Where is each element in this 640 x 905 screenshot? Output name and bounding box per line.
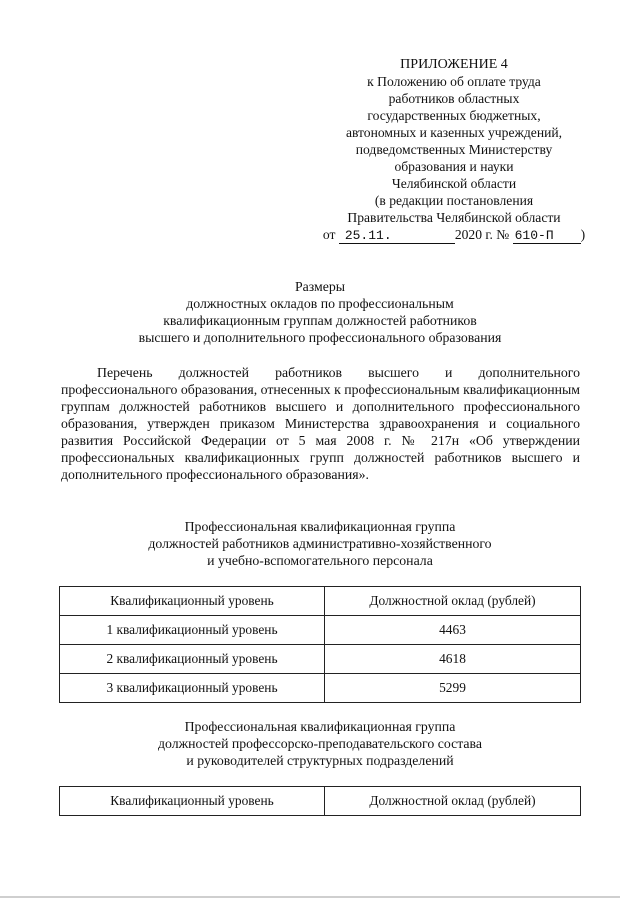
salary-cell: 4463 <box>325 616 581 645</box>
group2-heading <box>60 718 580 769</box>
group2-heading-line: и руководителей структурных подразделений <box>186 753 454 768</box>
header-level: Квалификационный уровень <box>60 787 325 816</box>
resolution-date-line <box>318 226 590 244</box>
group1-heading-line: Профессиональная квалификационная группа <box>184 519 456 534</box>
appendix-line: Правительства Челябинской области <box>347 210 561 225</box>
title-line: должностных окладов по профессиональным <box>186 296 454 311</box>
table-header-row <box>60 587 581 616</box>
appendix-block <box>318 56 590 244</box>
page-bottom-edge <box>0 896 620 898</box>
table-row <box>60 674 581 703</box>
group1-heading-line: и учебно-вспомогательного персонала <box>207 553 433 568</box>
intro-paragraph: Перечень должностей работников высшего и дополнительного профессионального образования, отнесенных к профессиональным квалификационным группам должностей работников высшего и дополнительного профессионального образования, утвержден приказом Министерства здравоохранения и социального развития Российской Федерации от 5 мая 2008 г. № 217н «Об утверждении профессиональных квалификационных групп должностей работников высшего и дополнительного профессионального образования». <box>61 365 580 482</box>
title-line: Размеры <box>294 279 346 294</box>
resolution-year-label: 2020 г. № <box>454 227 510 242</box>
level-cell: 2 квалификационный уровень <box>60 645 325 674</box>
header-level: Квалификационный уровень <box>60 587 325 616</box>
resolution-day-field: 25.11. <box>339 229 455 244</box>
group1-heading-line: должностей работников административно-хозяйственного <box>148 536 492 551</box>
header-salary: Должностной оклад (рублей) <box>325 587 581 616</box>
appendix-line: подведомственных Министерству <box>355 142 553 157</box>
document-title <box>60 278 580 346</box>
appendix-line: автономных и казенных учреждений, <box>345 125 563 140</box>
group1-salary-table <box>59 586 581 703</box>
appendix-line: образования и науки <box>394 159 514 174</box>
date-suffix: ) <box>580 227 586 242</box>
title-line: высшего и дополнительного профессионального образования <box>138 330 502 345</box>
appendix-line: (в редакции постановления <box>374 193 534 208</box>
salary-cell: 4618 <box>325 645 581 674</box>
appendix-heading: ПРИЛОЖЕНИЕ 4 <box>400 57 508 72</box>
group1-heading <box>60 518 580 569</box>
appendix-line: работников областных <box>388 91 520 106</box>
level-cell: 3 квалификационный уровень <box>60 674 325 703</box>
group2-heading-line: Профессиональная квалификационная группа <box>184 719 456 734</box>
table-row <box>60 645 581 674</box>
table-header-row <box>60 787 581 816</box>
appendix-line: Челябинской области <box>391 176 517 191</box>
salary-cell: 5299 <box>325 674 581 703</box>
group2-salary-table <box>59 786 581 816</box>
appendix-line: государственных бюджетных, <box>367 108 541 123</box>
title-line: квалификационным группам должностей работников <box>163 313 477 328</box>
header-salary: Должностной оклад (рублей) <box>325 787 581 816</box>
level-cell: 1 квалификационный уровень <box>60 616 325 645</box>
group2-heading-line: должностей профессорско-преподавательского состава <box>158 736 482 751</box>
appendix-line: к Положению об оплате труда <box>367 74 541 89</box>
date-prefix: от <box>322 227 336 242</box>
resolution-number-field: 610-П <box>513 229 581 244</box>
table-row <box>60 616 581 645</box>
